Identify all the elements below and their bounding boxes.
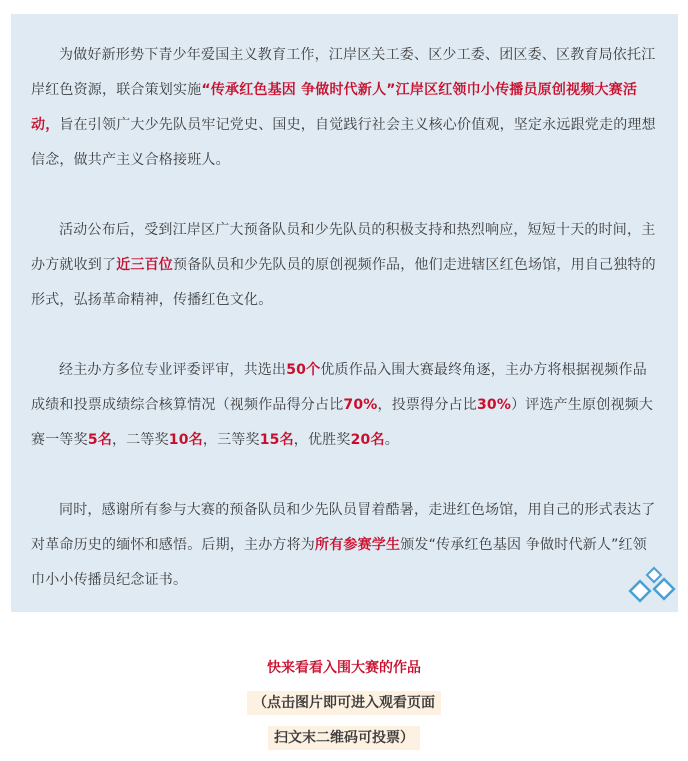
p3-text-5: ，二等奖 (111, 432, 169, 448)
p1-highlight-campaign: “传承红色基因 争做时代新人”江岸区红领巾小传播员原创视频大赛活动， (31, 82, 638, 133)
p4-highlight-participants: 所有参赛学生 (315, 537, 401, 553)
p3-highlight-finalists: 50个 (286, 362, 321, 378)
footer-title: 快来看看入围大赛的作品 (267, 659, 421, 676)
p3-text-3: ，投票得分占比 (377, 397, 477, 413)
footer-row-3 (0, 720, 688, 755)
paragraph-4 (31, 493, 658, 598)
footer-row-title (0, 650, 688, 685)
p2-text-1: 活动公布后，受到江岸区广大预备队员和少先队员的积极支持和热烈响应，短短十天的时间，主办方就收到了 (31, 222, 656, 273)
p3-highlight-merit-prize: 20名 (350, 432, 385, 448)
p3-text-4: ）评选产生原创视频大赛一等奖 (31, 397, 654, 448)
p1-text-2: 旨在引领广大少先队员牢记党史、国史，自觉践行社会主义核心价值观，坚定永远跟党走的理想信念，做共产主义合格接班人。 (31, 117, 656, 168)
p3-text-2: 优质作品入围大赛最终角逐，主办方将根据视频作品成绩和投票成绩综合核算情况（视频作品得分占比 (31, 362, 647, 413)
p3-text-7: ，优胜奖 (293, 432, 351, 448)
p3-highlight-first-prize: 5名 (87, 432, 112, 448)
footer (0, 650, 688, 755)
p3-text-6: ，三等奖 (202, 432, 260, 448)
p1-text-1: 为做好新形势下青少年爱国主义教育工作，江岸区关工委、区少工委、团区委、区教育局依托江岸红色资源，联合策划实施 (31, 47, 656, 98)
article-box (11, 14, 678, 612)
footer-row-2 (0, 685, 688, 720)
p4-text-2: 颁发“传承红色基因 争做时代新人”红领巾小小传播员纪念证书。 (31, 537, 647, 588)
p3-text-8: 。 (384, 432, 399, 448)
paragraph-2 (31, 213, 658, 318)
p2-text-2: 预备队员和少先队员的原创视频作品，他们走进辖区红色场馆，用自己独特的形式，弘扬革命精神，传播红色文化。 (31, 257, 656, 308)
p2-highlight-count: 近三百位 (116, 257, 174, 273)
p3-highlight-video-share: 70% (343, 397, 378, 413)
diamond-cluster-icon (618, 566, 678, 612)
p4-text-1: 同时，感谢所有参与大赛的预备队员和少先队员冒着酷暑，走进红色场馆，用自己的形式表达了对革命历史的缅怀和感悟。后期，主办方将为 (31, 502, 656, 553)
p3-highlight-vote-share: 30% (476, 397, 512, 413)
p3-highlight-second-prize: 10名 (168, 432, 203, 448)
p3-text-1: 经主办方多位专业评委评审，共选出 (59, 362, 287, 378)
footer-click-hint: （点击图片即可进入观看页面 (247, 691, 441, 715)
p3-highlight-third-prize: 15名 (259, 432, 294, 448)
paragraph-3 (31, 353, 658, 458)
paragraph-1 (31, 38, 658, 178)
footer-vote-hint: 扫文末二维码可投票） (268, 726, 420, 750)
